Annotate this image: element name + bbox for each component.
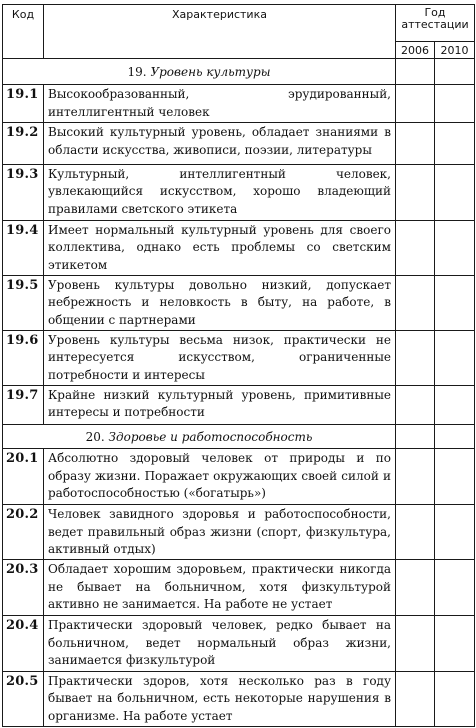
- table-row: [3, 85, 475, 123]
- year-2006-cell[interactable]: [396, 220, 435, 275]
- year-label-line1: Год: [424, 6, 446, 19]
- year-2006-header: 2006: [396, 42, 435, 59]
- year-2006-cell[interactable]: [396, 449, 435, 505]
- year-2006-cell[interactable]: [396, 123, 435, 164]
- attestation-table: [2, 4, 475, 727]
- section-title: Уровень культуры: [150, 64, 271, 79]
- row-description: Практически здоровый человек, редко бывает на больничном, ведет нормальный образ жизни, занимается физкультурой: [44, 616, 396, 671]
- table-row: [3, 164, 475, 220]
- year-2010-cell[interactable]: [435, 164, 475, 220]
- table-row: [3, 275, 475, 330]
- row-code: 19.2: [3, 123, 44, 164]
- row-description: Человек завидного здоровья и работоспособности, ведет правильный образ жизни (спорт, физкультура, активный отдых): [44, 505, 396, 560]
- row-code: 19.7: [3, 385, 44, 424]
- section-heading: [3, 59, 396, 85]
- row-description: Обладает хорошим здоровьем, практически никогда не бывает на больничном, хотя физкультурой активно не занимается. На работе не устает: [44, 560, 396, 616]
- year-2006-cell[interactable]: [396, 385, 435, 424]
- year-2010-cell[interactable]: [435, 330, 475, 385]
- row-description: Культурный, интеллигентный человек, увлекающийся искусством, хорошо владеющий правилами светского этикета: [44, 164, 396, 220]
- table-row: [3, 220, 475, 275]
- year-2006-cell[interactable]: [396, 560, 435, 616]
- row-code: 19.5: [3, 275, 44, 330]
- year-2006-cell[interactable]: [396, 85, 435, 123]
- year-2010-cell[interactable]: [435, 425, 475, 449]
- year-2010-cell[interactable]: [435, 59, 475, 85]
- year-2006-cell[interactable]: [396, 59, 435, 85]
- row-description: Абсолютно здоровый человек от природы и по образу жизни. Поражает окружающих своей силой и работоспособностью («богатырь»): [44, 449, 396, 505]
- section-row: [3, 425, 475, 449]
- table-row: [3, 449, 475, 505]
- year-2006-cell[interactable]: [396, 671, 435, 726]
- row-description: Имеет нормальный культурный уровень для своего коллектива, однако есть проблемы со светским этикетом: [44, 220, 396, 275]
- row-description: Уровень культуры довольно низкий, допускает небрежность и неловкость в быту, на работе, в общении с партнерами: [44, 275, 396, 330]
- section-row: [3, 59, 475, 85]
- table-row: [3, 616, 475, 671]
- year-2010-cell[interactable]: [435, 385, 475, 424]
- year-2010-cell[interactable]: [435, 505, 475, 560]
- row-description: Крайне низкий культурный уровень, примитивные интересы и потребности: [44, 385, 396, 424]
- section-heading: [3, 425, 396, 449]
- header-row: [3, 5, 475, 42]
- row-description: Уровень культуры весьма низок, практически не интересуется искусством, ограниченные потребности и интересы: [44, 330, 396, 385]
- row-code: 20.4: [3, 616, 44, 671]
- year-label-line2: аттестации: [401, 18, 469, 31]
- year-2006-cell[interactable]: [396, 505, 435, 560]
- row-description: Высокообразованный, эрудированный, интеллигентный человек: [44, 85, 396, 123]
- year-2010-cell[interactable]: [435, 275, 475, 330]
- row-code: 19.6: [3, 330, 44, 385]
- year-2010-cell[interactable]: [435, 671, 475, 726]
- table-row: [3, 671, 475, 726]
- section-number: 20.: [85, 429, 105, 444]
- year-2010-cell[interactable]: [435, 616, 475, 671]
- row-code: 19.1: [3, 85, 44, 123]
- year-2006-cell[interactable]: [396, 164, 435, 220]
- section-title: Здоровье и работоспособность: [108, 429, 313, 444]
- year-2006-cell[interactable]: [396, 275, 435, 330]
- year-2010-cell[interactable]: [435, 560, 475, 616]
- code-column-header: Код: [3, 5, 44, 59]
- table-row: [3, 385, 475, 424]
- year-2010-cell[interactable]: [435, 123, 475, 164]
- table-row: [3, 505, 475, 560]
- year-2006-cell[interactable]: [396, 616, 435, 671]
- row-code: 20.5: [3, 671, 44, 726]
- year-2010-cell[interactable]: [435, 85, 475, 123]
- row-code: 20.2: [3, 505, 44, 560]
- year-2010-cell[interactable]: [435, 449, 475, 505]
- year-2006-cell[interactable]: [396, 330, 435, 385]
- table-row: [3, 123, 475, 164]
- table-row: [3, 560, 475, 616]
- row-description: Практически здоров, хотя несколько раз в году бывает на больничном, есть некоторые нарушения в организме. На работе устает: [44, 671, 396, 726]
- row-code: 20.3: [3, 560, 44, 616]
- year-column-header: [396, 5, 475, 42]
- year-2010-cell[interactable]: [435, 220, 475, 275]
- row-code: 19.4: [3, 220, 44, 275]
- characteristic-column-header: Характеристика: [44, 5, 396, 59]
- section-number: 19.: [127, 64, 147, 79]
- year-2006-cell[interactable]: [396, 425, 435, 449]
- year-2010-header: 2010: [435, 42, 475, 59]
- row-code: 19.3: [3, 164, 44, 220]
- row-description: Высокий культурный уровень, обладает знаниями в области искусства, живописи, поэзии, литературы: [44, 123, 396, 164]
- row-code: 20.1: [3, 449, 44, 505]
- table-row: [3, 330, 475, 385]
